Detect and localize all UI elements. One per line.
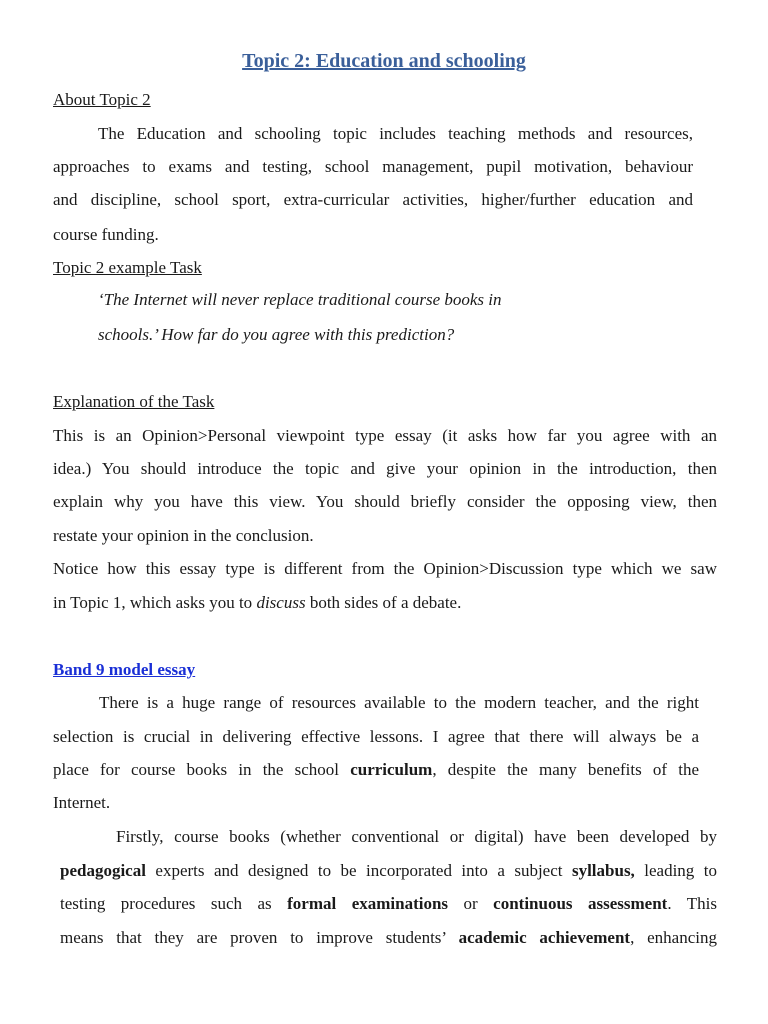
about-line-3: and discipline, school sport, extra-curricular activities, higher/further education and	[53, 190, 693, 209]
essay-p2-line-2-end: leading to	[634, 861, 717, 880]
explanation-line-6-end: both sides of a debate.	[305, 593, 462, 612]
band9-essay-link[interactable]	[53, 660, 195, 680]
example-task-line-2: schools.’ How far do you agree with this prediction?	[98, 325, 455, 344]
essay-p2-line-3	[60, 894, 717, 914]
page-title: Topic 2: Education and schooling	[242, 50, 526, 72]
essay-p1-line-1: There is a huge range of resources available to the modern teacher, and the right	[99, 693, 699, 712]
explanation-line-5: Notice how this essay type is different from the Opinion>Discussion type which we saw	[53, 559, 717, 578]
term-curriculum: curriculum	[350, 760, 433, 779]
about-line-1: The Education and schooling topic includes teaching methods and resources,	[98, 124, 693, 143]
essay-p2-line-3-end: . This	[667, 894, 717, 913]
essay-p2-line-4-end: , enhancing	[630, 928, 717, 947]
essay-p1-line-4: Internet.	[53, 793, 111, 812]
term-syllabus: syllabus,	[571, 861, 635, 880]
about-line-2: approaches to exams and testing, school management, pupil motivation, behaviour	[53, 157, 693, 176]
term-pedagogical: pedagogical	[60, 861, 146, 880]
essay-p2-line-2	[60, 861, 717, 881]
essay-p2-line-2-mid: experts and designed to be incorporated into a subject	[145, 861, 572, 880]
essay-p2-line-1: Firstly, course books (whether conventional or digital) have been developed by	[116, 827, 717, 846]
essay-p1-line-2: selection is crucial in delivering effective lessons. I agree that there will always be a	[53, 727, 699, 746]
discuss-emphasis: discuss	[256, 593, 306, 612]
explanation-line-3: explain why you have this view. You should briefly consider the opposing view, then	[53, 492, 717, 511]
example-task-line-1: ‘The Internet will never replace traditional course books in	[98, 290, 502, 309]
example-heading: Topic 2 example Task	[53, 258, 202, 277]
essay-p1-line-3-start: place for course books in the school	[53, 760, 351, 779]
explanation-line-4: restate your opinion in the conclusion.	[53, 526, 314, 545]
term-formal-examinations: formal examinations	[287, 894, 449, 913]
about-heading: About Topic 2	[53, 90, 151, 109]
essay-p2-line-4	[60, 928, 717, 948]
term-academic-achievement: academic achievement	[458, 928, 631, 947]
explanation-heading: Explanation of the Task	[53, 392, 215, 411]
explanation-line-1: This is an Opinion>Personal viewpoint type essay (it asks how far you agree with an	[53, 426, 717, 445]
explanation-line-6-start: in Topic 1, which asks you to	[53, 593, 257, 612]
explanation-line-2: idea.) You should introduce the topic and give your opinion in the introduction, then	[53, 459, 717, 478]
essay-p2-line-3-mid: or	[448, 894, 494, 913]
term-continuous-assessment: continuous assessment	[493, 894, 668, 913]
essay-p1-line-3-end: , despite the many benefits of the	[432, 760, 700, 779]
band9-essay-heading[interactable]: Band 9 model essay	[53, 660, 196, 679]
essay-p1-line-3	[53, 760, 699, 780]
essay-p2-line-3-start: testing procedures such as	[60, 894, 288, 913]
essay-p2-line-4-start: means that they are proven to improve students’	[60, 928, 459, 947]
about-line-4: course funding.	[53, 225, 159, 244]
explanation-line-6	[53, 593, 717, 613]
